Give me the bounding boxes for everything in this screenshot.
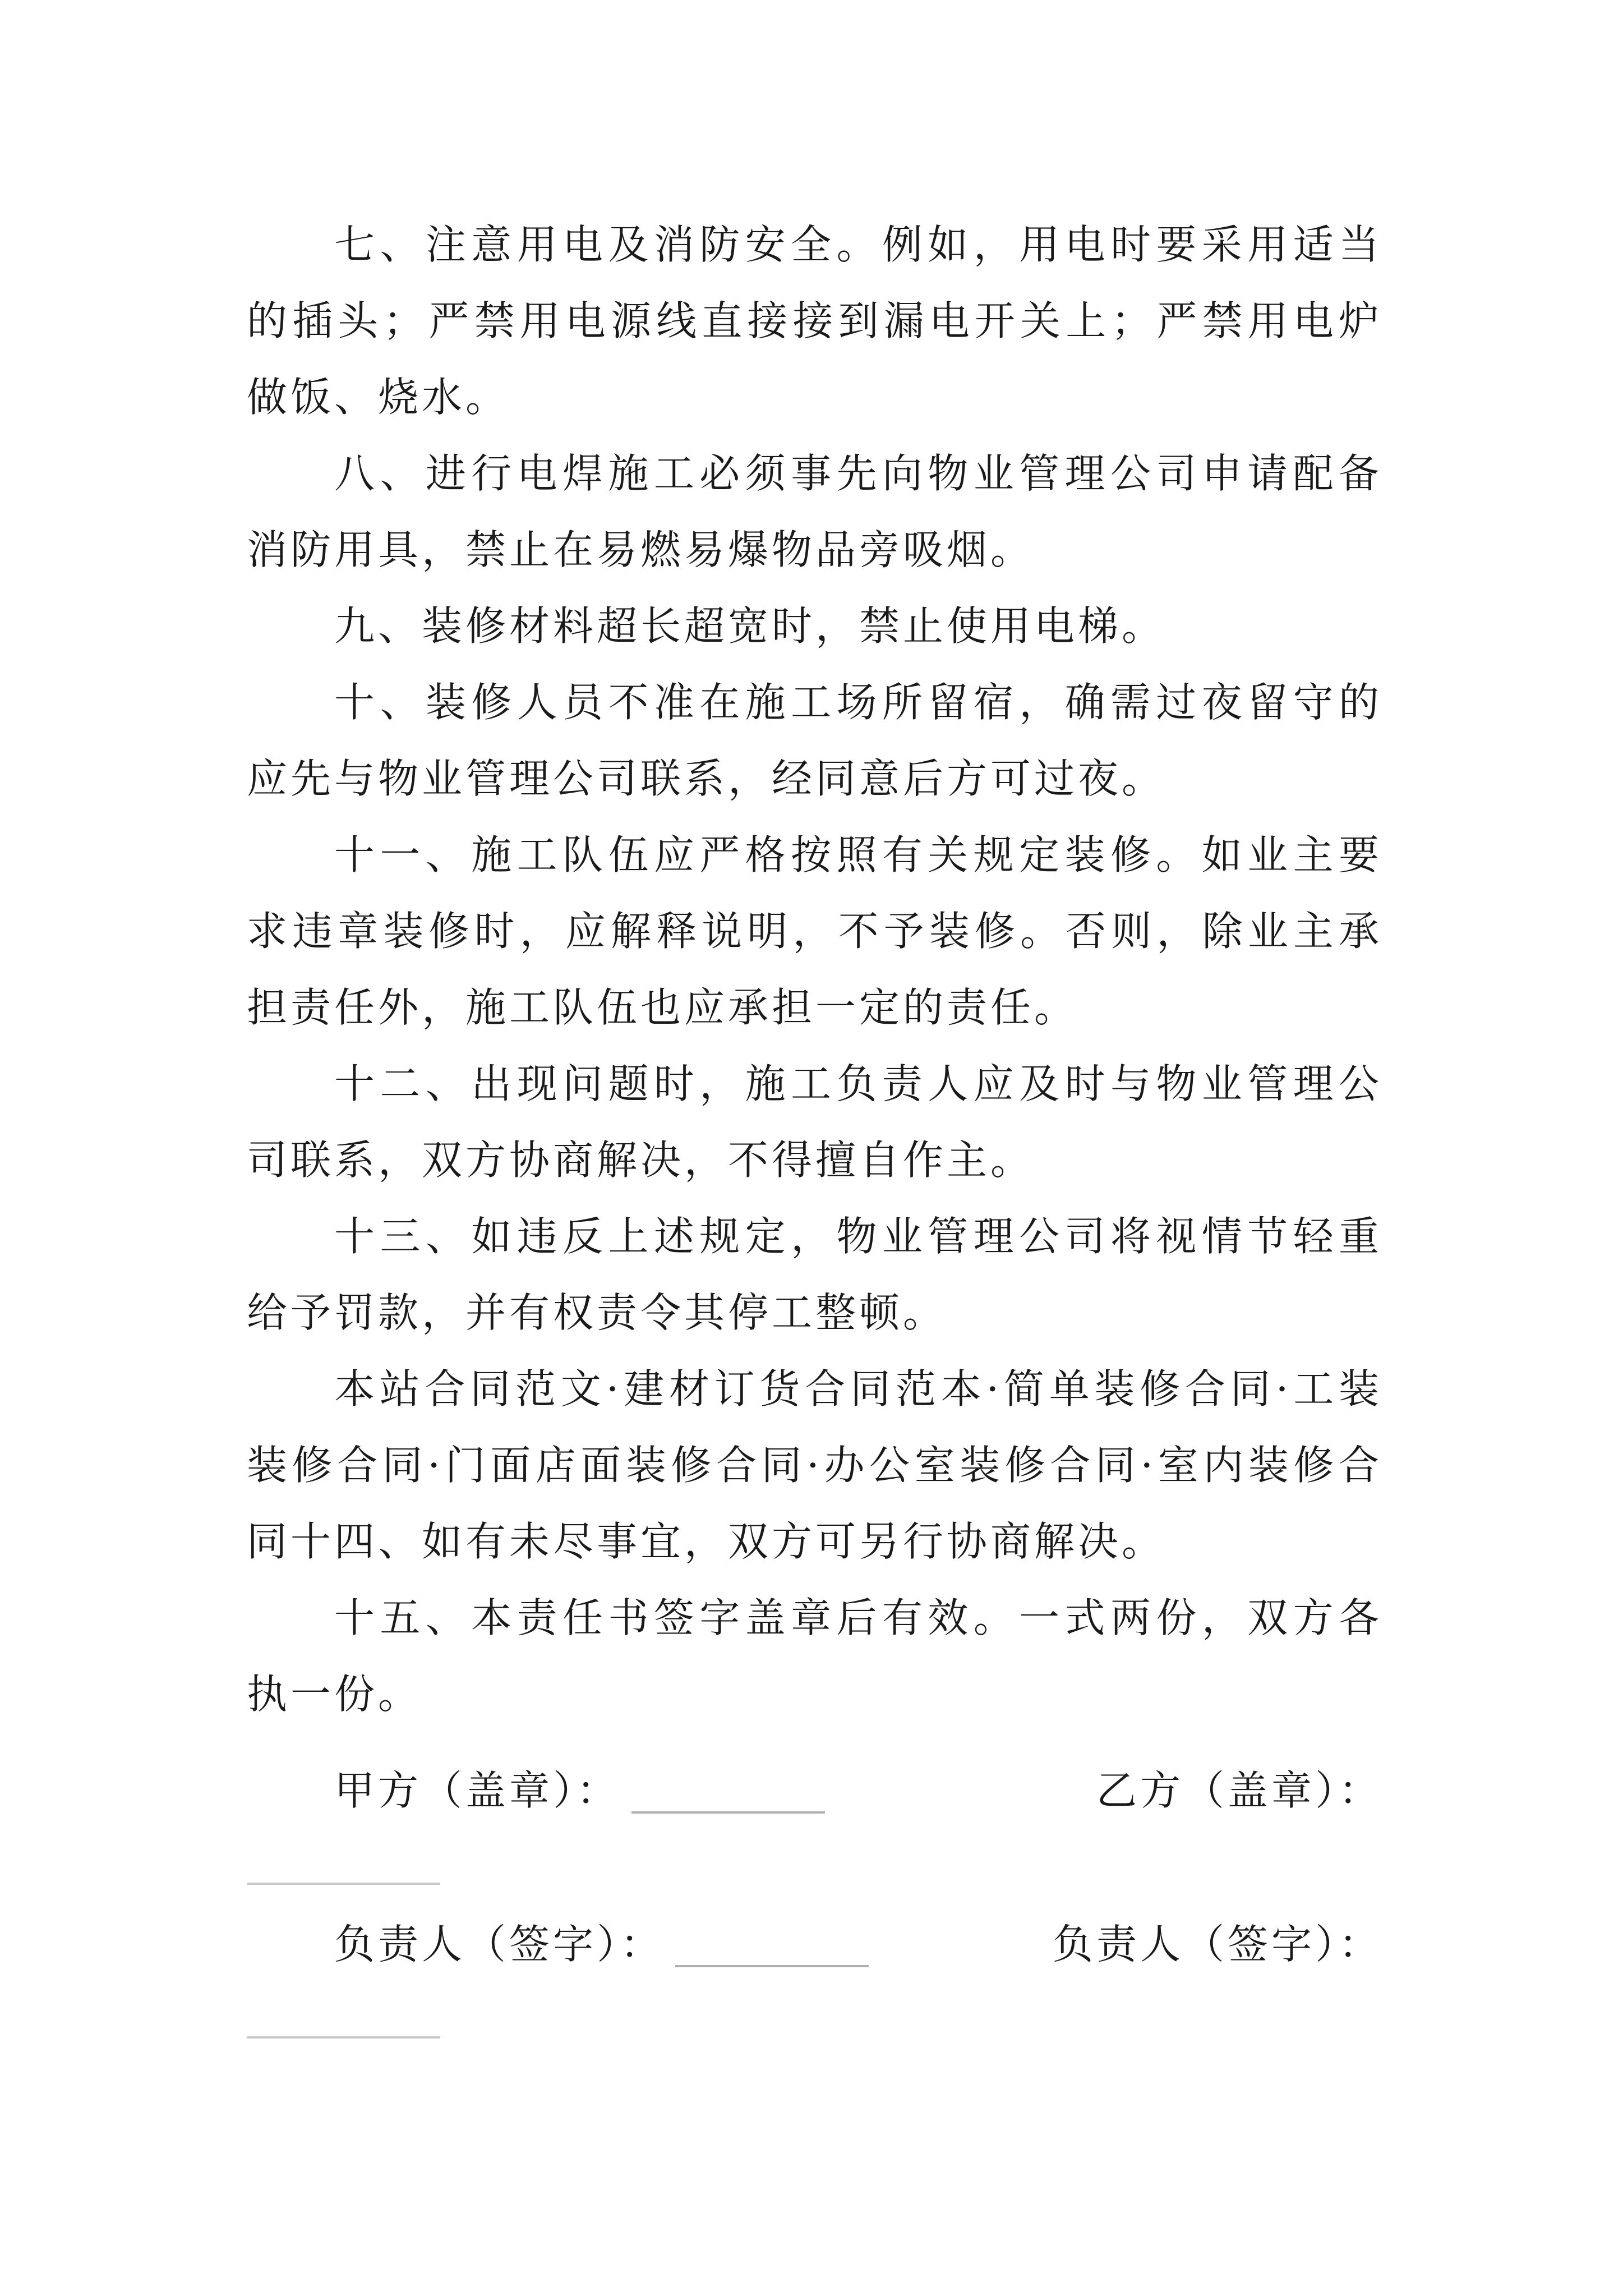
document-body [247, 206, 1382, 1732]
paragraph-8: 八、进行电焊施工必须事先向物业管理公司申请配备消防用具，禁止在易燃易爆物品旁吸烟。 [247, 450, 1382, 573]
paragraph-10: 十、装修人员不准在施工场所留宿，确需过夜留守的应先与物业管理公司联系，经同意后方可过夜。 [247, 679, 1382, 802]
person-a-signature-label: 负责人（签字）： [334, 1921, 665, 1968]
person-b-signature-blank [247, 2036, 440, 2039]
party-b-seal-blank [247, 1883, 440, 1885]
party-a-seal-label: 甲方（盖章）： [334, 1767, 621, 1814]
paragraph-7: 七、注意用电及消防安全。例如，用电时要采用适当的插头；严禁用电源线直接接到漏电开关上；严禁用电炉做饭、烧水。 [247, 221, 1382, 421]
person-a-signature [334, 1906, 869, 1982]
signature-row [247, 1906, 1382, 1982]
person-b-signature-label: 负责人（签字）： [1052, 1921, 1382, 1968]
paragraph-12: 十二、出现问题时，施工负责人应及时与物业管理公司联系，双方协商解决，不得擅自作主。 [247, 1060, 1382, 1184]
paragraph-11: 十一、施工队伍应严格按照有关规定装修。如业主要求违章装修时，应解释说明，不予装修。否则，除业主承担责任外，施工队伍也应承担一定的责任。 [247, 831, 1382, 1031]
party-a-seal [334, 1752, 825, 1829]
person-a-signature-blank [675, 1965, 869, 1967]
paragraph-13: 十三、如违反上述规定，物业管理公司将视情节轻重给予罚款，并有权责令其停工整顿。 [247, 1213, 1382, 1336]
paragraph-15: 十五、本责任书签字盖章后有效。一式两份，双方各执一份。 [247, 1594, 1382, 1718]
paragraph-14: 本站合同范文·建材订货合同范本·简单装修合同·工装装修合同·门面店面装修合同·办公室装修合同·室内装修合同十四、如有未尽事宜，双方可另行协商解决。 [247, 1365, 1382, 1565]
party-a-seal-blank [631, 1811, 825, 1814]
paragraph-9: 九、装修材料超长超宽时，禁止使用电梯。 [334, 602, 1166, 650]
party-b-seal-label: 乙方（盖章）： [1096, 1767, 1382, 1814]
seal-row [247, 1752, 1382, 1829]
